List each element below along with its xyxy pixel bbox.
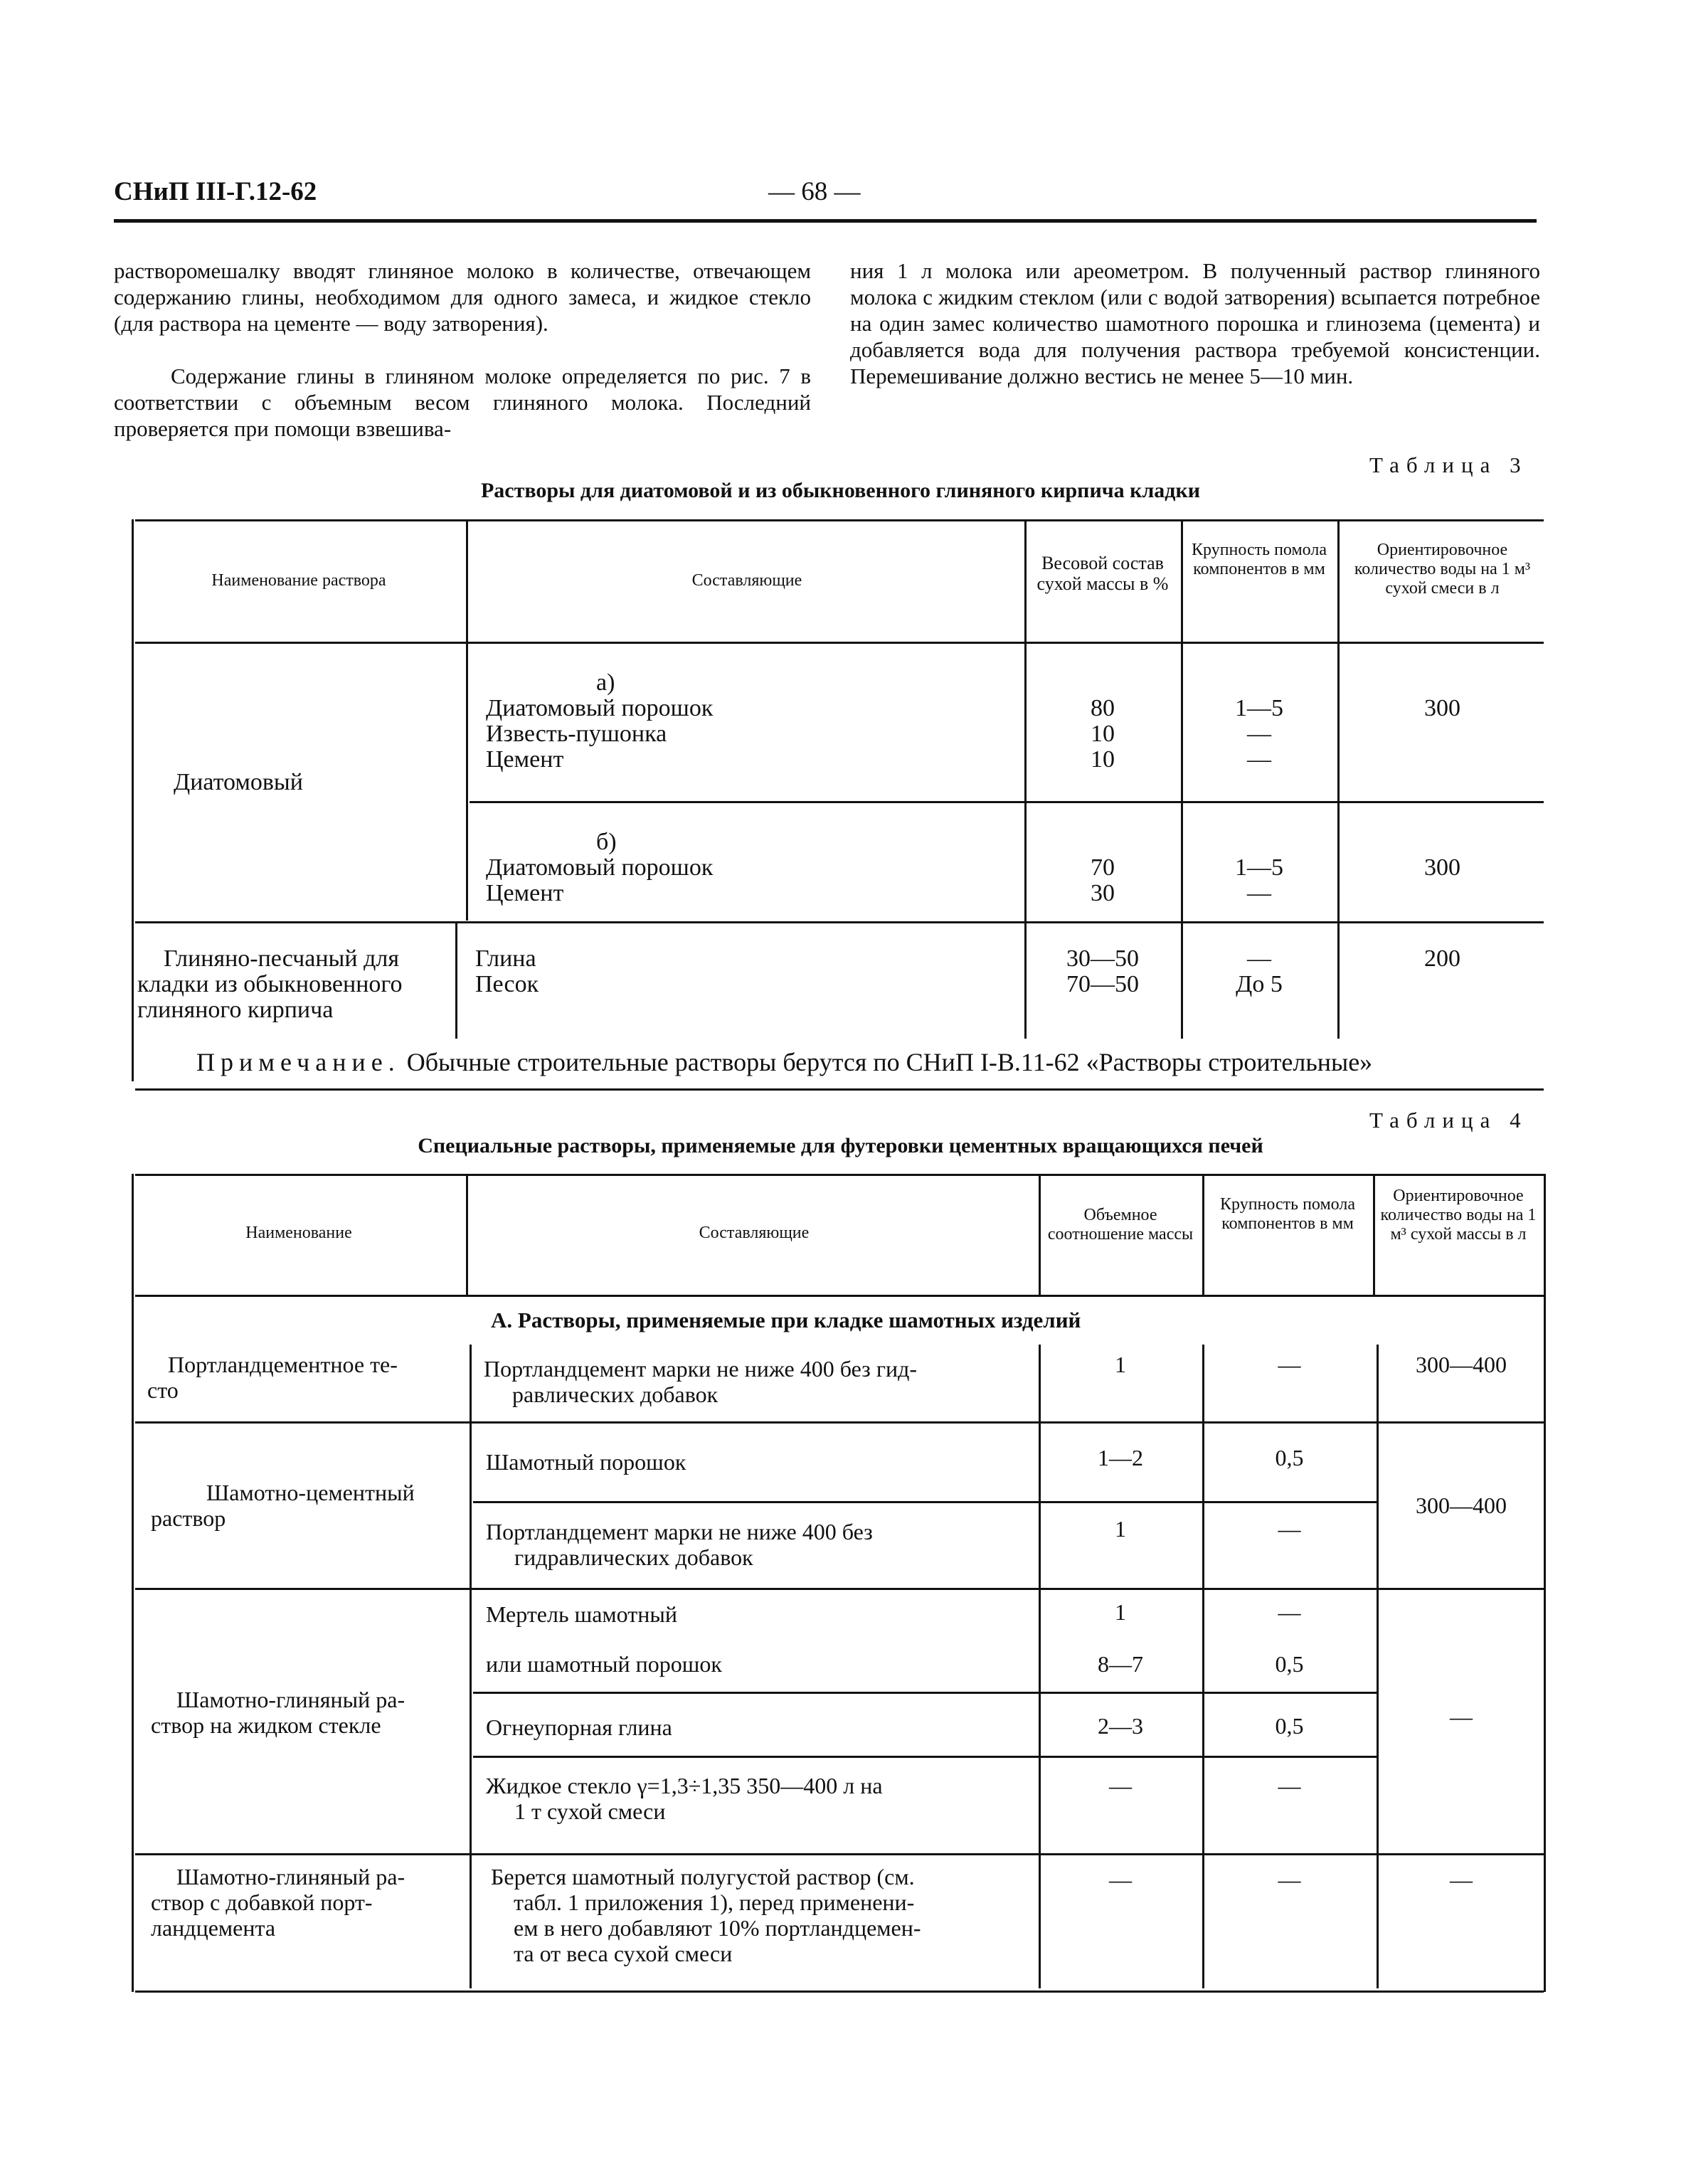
t4-r2-comp1: Шамотный порошок bbox=[486, 1449, 686, 1475]
document-code: СНиП III-Г.12-62 bbox=[114, 177, 317, 206]
table4-header-ratio: Объемное соотношение массы bbox=[1047, 1206, 1194, 1244]
table3-note bbox=[196, 1047, 1372, 1077]
clay-weight: 30—50 bbox=[1066, 945, 1139, 972]
table4-header-grind: Крупность помола компонентов в мм bbox=[1220, 1195, 1355, 1233]
diatom-a-grind: — bbox=[1247, 721, 1271, 747]
t4-r3-name: Шамотно-глиняный ра- bbox=[176, 1687, 405, 1712]
table3-header-weight: Весовой состав сухой массы в % bbox=[1036, 553, 1169, 594]
t4-r3-ratio4: — bbox=[1109, 1773, 1132, 1798]
t4-r3-comp4: 1 т сухой смеси bbox=[514, 1798, 666, 1824]
t4-r3-grind1: — bbox=[1278, 1599, 1301, 1625]
t4-r3-water: — bbox=[1450, 1704, 1473, 1729]
t4-r4-comp: Берется шамотный полугустой раствор (см. bbox=[491, 1864, 915, 1889]
intro-right-paragraph: ния 1 л молока или ареометром. В полученный раствор глиняного молока с жидким стеклом (или с водой затворения) всыпается потребное на один замес количество шамотного порошка и глинозема (цемента) и добавляется вода для получения раствора требуемой консистенции. Перемешивание должно вестись не менее 5—10 мин. bbox=[850, 258, 1540, 388]
table3-header-water: Ориентировочное количество воды на 1 м³ сухой смеси в л bbox=[1354, 541, 1531, 598]
t4-r3-grind3: 0,5 bbox=[1275, 1713, 1304, 1739]
t4-r4-name: Шамотно-глиняный ра- bbox=[176, 1864, 405, 1889]
t4-r1-water: 300—400 bbox=[1416, 1352, 1507, 1377]
table4-caption: Таблица 4 bbox=[1369, 1108, 1528, 1133]
table3-header-components: Составляющие bbox=[691, 571, 802, 590]
t4-r1-comp: Портландцемент марки не ниже 400 без гид- bbox=[484, 1356, 917, 1382]
table3-note-text: Обычные строительные растворы берутся по СНиП I-B.11-62 «Растворы строительные» bbox=[406, 1048, 1373, 1076]
table3-caption: Таблица 3 bbox=[1369, 452, 1528, 477]
t4-r2-water: 300—400 bbox=[1416, 1493, 1507, 1518]
t4-r4-comp: табл. 1 приложения 1), перед применени- bbox=[514, 1889, 915, 1915]
table4-section-a: А. Растворы, применяемые при кладке шамотных изделий bbox=[491, 1308, 1081, 1332]
diatom-name: Диатомовый bbox=[174, 769, 303, 795]
clay-grind: — bbox=[1247, 945, 1271, 972]
t4-r3-comp2: или шамотный порошок bbox=[486, 1651, 722, 1677]
t4-r2-grind2: — bbox=[1278, 1516, 1301, 1542]
t4-r4-grind: — bbox=[1278, 1867, 1301, 1892]
t4-r4-ratio: — bbox=[1109, 1867, 1132, 1892]
diatom-a-weight: 10 bbox=[1091, 721, 1115, 747]
table3-header-name: Наименование раствора bbox=[211, 571, 386, 590]
diatom-a-weight: 80 bbox=[1091, 695, 1115, 721]
t4-r4-comp: ем в него добавляют 10% портландцемен- bbox=[514, 1915, 921, 1941]
diatom-b-item: Диатомовый порошок bbox=[486, 854, 714, 881]
table3-title: Растворы для диатомовой и из обыкновенного глиняного кирпича кладки bbox=[480, 479, 1201, 502]
t4-r3-comp3: Огнеупорная глина bbox=[486, 1714, 672, 1740]
diatom-a-water: 300 bbox=[1424, 695, 1460, 721]
diatom-a-item: Известь-пушонка bbox=[486, 721, 667, 747]
t4-r3-comp1: Мертель шамотный bbox=[486, 1601, 677, 1627]
clay-name-line: глиняного кирпича bbox=[137, 997, 334, 1023]
table4-header-water: Ориентировочное количество воды на 1 м³ сухой массы в л bbox=[1380, 1187, 1537, 1244]
t4-r1-grind: — bbox=[1278, 1352, 1301, 1377]
clay-item: Песок bbox=[475, 971, 539, 997]
table3-note-label: Примечание. bbox=[196, 1048, 401, 1076]
t4-r2-name: раствор bbox=[151, 1505, 226, 1531]
t4-r1-comp: равлических добавок bbox=[512, 1382, 718, 1407]
t4-r2-ratio1: 1—2 bbox=[1098, 1445, 1143, 1470]
header-rule bbox=[114, 219, 1537, 223]
diatom-b-grind: 1—5 bbox=[1235, 854, 1283, 881]
table3-header-grind: Крупность помола компонентов в мм bbox=[1192, 541, 1327, 578]
diatom-b-weight: 30 bbox=[1091, 880, 1115, 906]
t4-r3-ratio3: 2—3 bbox=[1098, 1713, 1143, 1739]
t4-r3-ratio1: 1 bbox=[1115, 1599, 1126, 1625]
clay-item: Глина bbox=[475, 945, 536, 972]
t4-r1-name: Портландцементное те- bbox=[168, 1352, 398, 1377]
t4-r4-comp: та от веса сухой смеси bbox=[514, 1941, 733, 1966]
intro-left-paragraph-2: Содержание глины в глиняном молоке определяется по рис. 7 в соответствии с объемным весом глиняного молока. Последний проверяется при помощи взвешива- bbox=[114, 364, 811, 441]
t4-r2-comp2: Портландцемент марки не ниже 400 без bbox=[486, 1519, 873, 1544]
table4-header-components: Составляющие bbox=[699, 1224, 810, 1242]
clay-grind: До 5 bbox=[1236, 971, 1283, 997]
diatom-b-grind: — bbox=[1247, 880, 1271, 906]
diatom-a-grind: 1—5 bbox=[1235, 695, 1283, 721]
diatom-a-item: Цемент bbox=[486, 746, 564, 773]
page-number: — 68 — bbox=[768, 177, 861, 206]
t4-r3-name: створ на жидком стекле bbox=[151, 1712, 381, 1738]
t4-r4-water: — bbox=[1450, 1867, 1473, 1892]
t4-r1-ratio: 1 bbox=[1115, 1352, 1126, 1377]
t4-r3-comp4: Жидкое стекло γ=1,3÷1,35 350—400 л на bbox=[486, 1773, 883, 1798]
diatom-a-label: а) bbox=[596, 669, 615, 696]
t4-r2-ratio2: 1 bbox=[1115, 1516, 1126, 1542]
t4-r3-grind4: — bbox=[1278, 1773, 1301, 1798]
t4-r3-grind2: 0,5 bbox=[1275, 1651, 1304, 1677]
clay-name-line: Глиняно-песчаный для bbox=[164, 945, 399, 972]
diatom-a-grind: — bbox=[1247, 746, 1271, 773]
diatom-b-water: 300 bbox=[1424, 854, 1460, 881]
t4-r4-name: створ с добавкой порт- bbox=[151, 1889, 373, 1915]
t4-r3-ratio2: 8—7 bbox=[1098, 1651, 1143, 1677]
table4-title: Специальные растворы, применяемые для футеровки цементных вращающихся печей bbox=[418, 1134, 1263, 1157]
diatom-b-label: б) bbox=[596, 829, 617, 855]
clay-name-line: кладки из обыкновенного bbox=[137, 971, 403, 997]
diatom-b-item: Цемент bbox=[486, 880, 564, 906]
t4-r4-name: ландцемента bbox=[151, 1915, 276, 1941]
clay-weight: 70—50 bbox=[1066, 971, 1139, 997]
diatom-a-item: Диатомовый порошок bbox=[486, 695, 714, 721]
t4-r2-grind1: 0,5 bbox=[1275, 1445, 1304, 1470]
table4-header-name: Наименование bbox=[245, 1224, 352, 1242]
t4-r2-comp2: гидравлических добавок bbox=[514, 1544, 753, 1570]
t4-r2-name: Шамотно-цементный bbox=[206, 1480, 415, 1505]
diatom-a-weight: 10 bbox=[1091, 746, 1115, 773]
diatom-b-weight: 70 bbox=[1091, 854, 1115, 881]
t4-r1-name: сто bbox=[147, 1377, 179, 1403]
clay-water: 200 bbox=[1424, 945, 1460, 972]
intro-left-paragraph-1: растворомешалку вводят глиняное молоко в количестве, отвечающем содержанию глины, необходимом для одного замеса, и жидкое стекло (для раствора на цементе — воду затворения). bbox=[114, 258, 811, 336]
